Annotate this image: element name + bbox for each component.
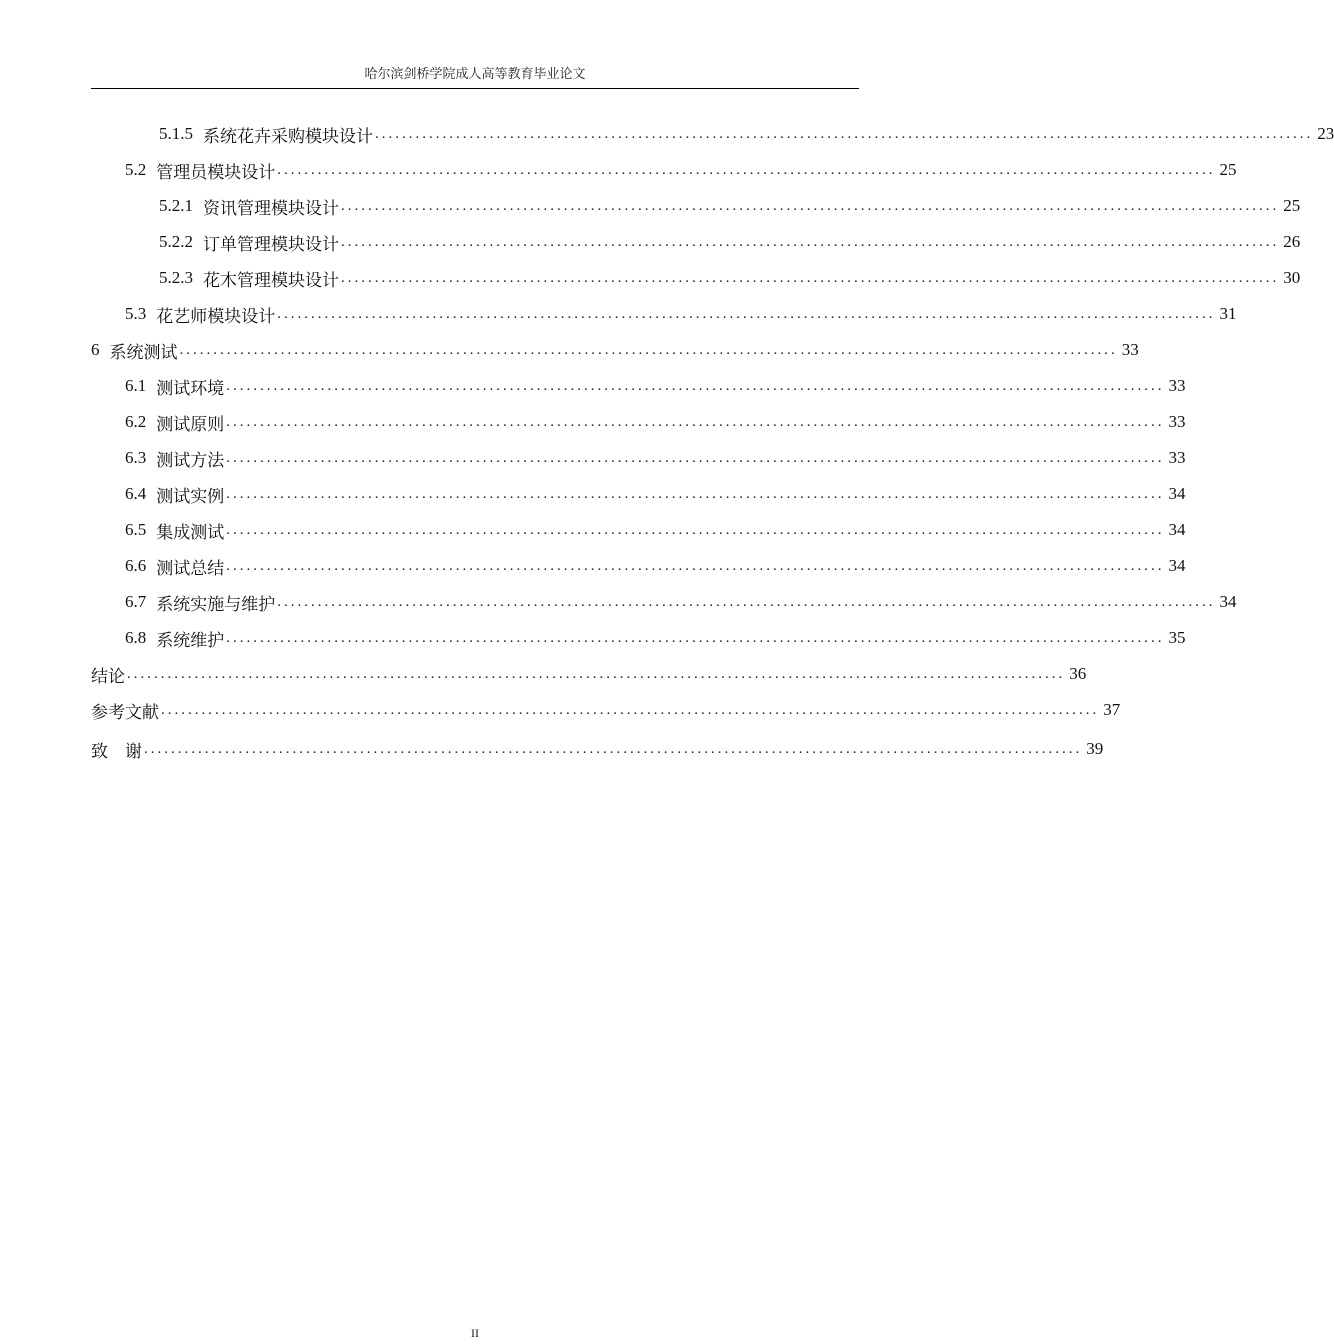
toc-entry-page: 34: [1168, 556, 1186, 575]
toc-entry[interactable]: [91, 440, 1186, 476]
toc-entry-number: 6: [91, 340, 100, 359]
toc-entry-number: 5.2: [125, 160, 147, 179]
toc-entry-page: 33: [1168, 412, 1186, 431]
toc-entry-page: 35: [1168, 628, 1186, 647]
toc-entry[interactable]: [91, 731, 1104, 767]
toc-entry-title: 订单管理模块设计: [203, 234, 339, 254]
toc-leader-dots: ...........................................................................................................................................: [341, 197, 1280, 214]
toc-entry[interactable]: [91, 548, 1186, 584]
toc-leader-dots: ...........................................................................................................................................: [226, 449, 1165, 466]
toc-entry-page: 33: [1168, 376, 1186, 395]
toc-entry-title: 集成测试: [156, 522, 225, 542]
toc-leader-dots: ...........................................................................................................................................: [127, 665, 1066, 682]
toc-entry-page: 34: [1168, 484, 1186, 503]
toc-leader-dots: ...........................................................................................................................................: [277, 593, 1216, 610]
page-number: II: [471, 1326, 479, 1340]
page-header: [91, 64, 859, 89]
toc-entry-title: 测试环境: [156, 378, 225, 398]
toc-entry-page: 34: [1168, 520, 1186, 539]
toc-entry-number: 6.4: [125, 484, 147, 503]
toc-leader-dots: ...........................................................................................................................................: [161, 701, 1100, 718]
page-footer: [0, 1326, 950, 1341]
toc-entry-number: 6.7: [125, 592, 147, 611]
toc-entry-number: 5.2.2: [159, 232, 193, 251]
table-of-contents: [91, 116, 1334, 767]
toc-entry-title: 系统测试: [109, 342, 178, 362]
toc-entry-page: 25: [1219, 160, 1237, 179]
toc-leader-dots: ...........................................................................................................................................: [341, 269, 1280, 286]
toc-leader-dots: ...........................................................................................................................................: [226, 521, 1165, 538]
toc-entry-number: 6.1: [125, 376, 147, 395]
toc-leader-dots: ...........................................................................................................................................: [226, 557, 1165, 574]
toc-entry[interactable]: [91, 620, 1186, 656]
toc-entry[interactable]: [91, 692, 1121, 728]
toc-entry-title: 系统花卉采购模块设计: [203, 126, 373, 146]
toc-leader-dots: ...........................................................................................................................................: [341, 233, 1280, 250]
toc-entry-title: 花木管理模块设计: [203, 270, 339, 290]
toc-entry-title: 花艺师模块设计: [156, 306, 276, 326]
toc-entry[interactable]: [91, 656, 1087, 692]
toc-entry-page: 30: [1283, 268, 1301, 287]
toc-entry[interactable]: [91, 296, 1237, 332]
toc-entry[interactable]: [91, 584, 1237, 620]
toc-entry-title: 资讯管理模块设计: [203, 198, 339, 218]
toc-leader-dots: ...........................................................................................................................................: [226, 377, 1165, 394]
toc-entry-page: 26: [1283, 232, 1301, 251]
toc-entry-title: 测试实例: [156, 486, 225, 506]
toc-entry-title: 测试总结: [156, 558, 225, 578]
toc-leader-dots: ...........................................................................................................................................: [144, 740, 1083, 757]
toc-entry[interactable]: [91, 188, 1301, 224]
toc-entry-page: 33: [1121, 340, 1139, 359]
toc-entry[interactable]: [91, 512, 1186, 548]
toc-entry-page: 31: [1219, 304, 1237, 323]
toc-entry-number: 6.6: [125, 556, 147, 575]
toc-entry-number: 6.5: [125, 520, 147, 539]
toc-leader-dots: ...........................................................................................................................................: [226, 629, 1165, 646]
toc-leader-dots: ...........................................................................................................................................: [277, 305, 1216, 322]
toc-entry-title: 参考文献: [91, 702, 159, 722]
toc-entry[interactable]: [91, 224, 1301, 260]
toc-entry[interactable]: [91, 116, 1334, 152]
toc-entry-number: 5.2.3: [159, 268, 193, 287]
toc-entry-title: 测试方法: [156, 450, 225, 470]
toc-leader-dots: ...........................................................................................................................................: [179, 341, 1118, 358]
toc-entry-title: 结论: [91, 666, 125, 686]
toc-entry-title: 测试原则: [156, 414, 225, 434]
toc-entry-title: 系统维护: [156, 630, 225, 650]
toc-entry-number: 5.2.1: [159, 196, 193, 215]
toc-entry[interactable]: [91, 152, 1237, 188]
toc-entry-page: 23: [1317, 124, 1334, 143]
toc-entry-title: 系统实施与维护: [156, 594, 276, 614]
toc-entry-number: 6.3: [125, 448, 147, 467]
toc-entry[interactable]: [91, 332, 1139, 368]
toc-leader-dots: ...........................................................................................................................................: [226, 413, 1165, 430]
toc-entry[interactable]: [91, 404, 1186, 440]
toc-entry-page: 36: [1069, 664, 1087, 683]
toc-leader-dots: ...........................................................................................................................................: [375, 125, 1314, 142]
toc-entry-page: 37: [1103, 700, 1121, 719]
toc-leader-dots: ...........................................................................................................................................: [277, 161, 1216, 178]
toc-entry-number: 6.8: [125, 628, 147, 647]
toc-entry-page: 34: [1219, 592, 1237, 611]
toc-leader-dots: ...........................................................................................................................................: [226, 485, 1165, 502]
toc-entry-page: 39: [1086, 739, 1104, 758]
toc-entry-title: 管理员模块设计: [156, 162, 276, 182]
toc-entry-number: 6.2: [125, 412, 147, 431]
toc-entry-page: 25: [1283, 196, 1301, 215]
toc-entry[interactable]: [91, 260, 1301, 296]
toc-entry-title: 致 谢: [91, 741, 142, 761]
toc-entry-page: 33: [1168, 448, 1186, 467]
header-title: 哈尔滨剑桥学院成人高等教育毕业论文: [364, 66, 586, 81]
toc-entry-number: 5.1.5: [159, 124, 193, 143]
toc-entry[interactable]: [91, 368, 1186, 404]
toc-entry-number: 5.3: [125, 304, 147, 323]
toc-entry[interactable]: [91, 476, 1186, 512]
